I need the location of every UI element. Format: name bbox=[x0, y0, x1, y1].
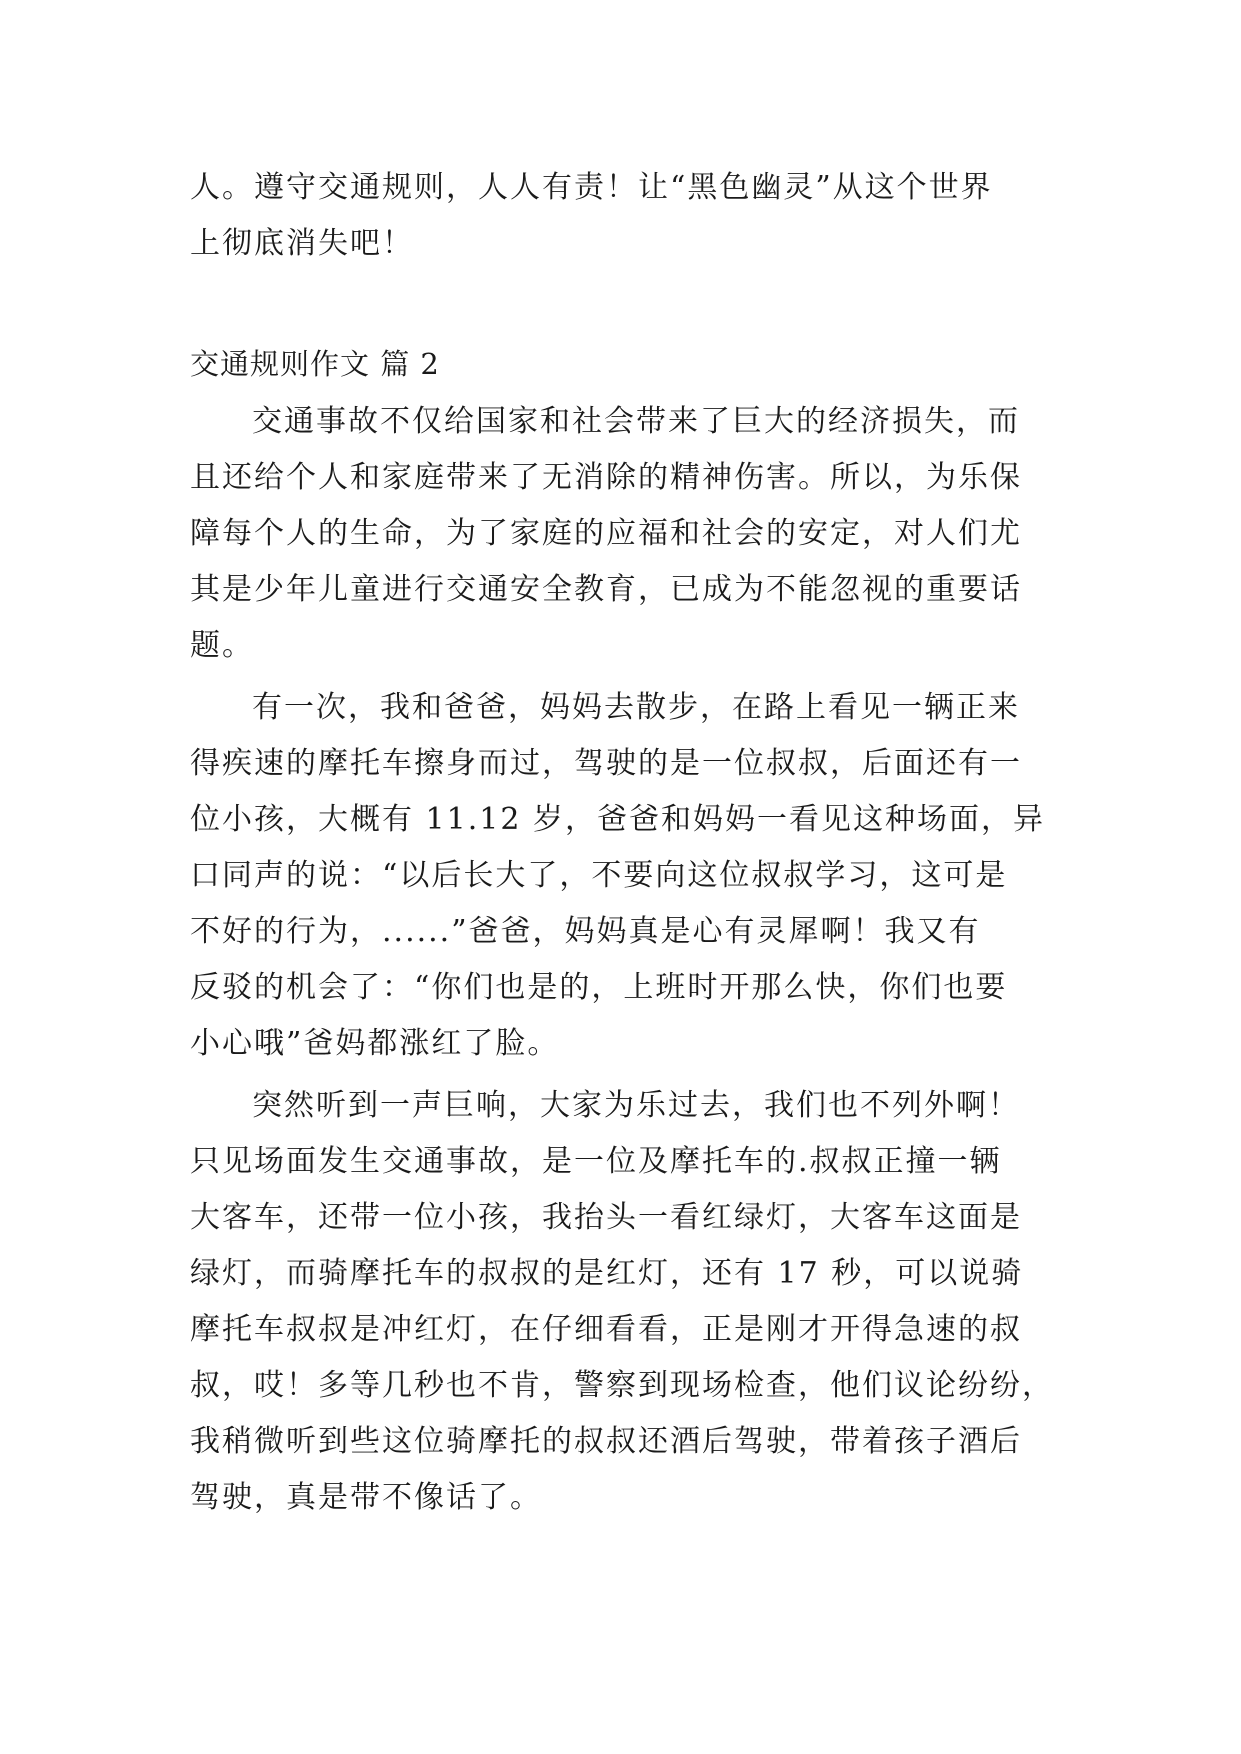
paragraph-line: 大客车，还带一位小孩，我抬头一看红绿灯，大客车这面是 bbox=[190, 1200, 1022, 1235]
paragraph-line: 小心哦”爸妈都涨红了脸。 bbox=[190, 1026, 560, 1061]
paragraph-line: 叔，哎！多等几秒也不肯，警察到现场检查，他们议论纷纷， bbox=[190, 1368, 1054, 1403]
paragraph-line: 有一次，我和爸爸，妈妈去散步，在路上看见一辆正来 bbox=[252, 690, 1020, 725]
paragraph-line: 题。 bbox=[190, 628, 254, 663]
paragraph-line: 其是少年儿童进行交通安全教育，已成为不能忽视的重要话 bbox=[190, 572, 1022, 607]
paragraph-line: 障每个人的生命，为了家庭的应福和社会的安定，对人们尤 bbox=[190, 516, 1022, 551]
paragraph-line: 且还给个人和家庭带来了无消除的精神伤害。所以，为乐保 bbox=[190, 460, 1022, 495]
paragraph-line: 不好的行为，......”爸爸，妈妈真是心有灵犀啊！我又有 bbox=[190, 914, 981, 949]
intro-line: 人。遵守交通规则，人人有责！让“黑色幽灵”从这个世界 bbox=[190, 170, 993, 205]
paragraph-line: 口同声的说：“以后长大了，不要向这位叔叔学习，这可是 bbox=[190, 858, 1008, 893]
paragraph-line: 反驳的机会了：“你们也是的，上班时开那么快，你们也要 bbox=[190, 970, 1008, 1005]
paragraph-line: 突然听到一声巨响，大家为乐过去，我们也不列外啊！ bbox=[252, 1088, 1020, 1123]
paragraph-line: 驾驶，真是带不像话了。 bbox=[190, 1480, 542, 1515]
paragraph-line: 交通事故不仅给国家和社会带来了巨大的经济损失，而 bbox=[252, 404, 1020, 439]
paragraph-line: 位小孩，大概有 11.12 岁，爸爸和妈妈一看见这种场面，异 bbox=[190, 802, 1045, 837]
paragraph-line: 摩托车叔叔是冲红灯，在仔细看看，正是刚才开得急速的叔 bbox=[190, 1312, 1022, 1347]
paragraph-line: 我稍微听到些这位骑摩托的叔叔还酒后驾驶，带着孩子酒后 bbox=[190, 1424, 1022, 1459]
paragraph-line: 得疾速的摩托车擦身而过，驾驶的是一位叔叔，后面还有一 bbox=[190, 746, 1022, 781]
section-title: 交通规则作文 篇 2 bbox=[190, 347, 440, 381]
paragraph-line: 只见场面发生交通事故，是一位及摩托车的.叔叔正撞一辆 bbox=[190, 1144, 1002, 1179]
intro-line: 上彻底消失吧！ bbox=[190, 226, 414, 261]
paragraph-line: 绿灯，而骑摩托车的叔叔的是红灯，还有 17 秒，可以说骑 bbox=[190, 1256, 1024, 1291]
